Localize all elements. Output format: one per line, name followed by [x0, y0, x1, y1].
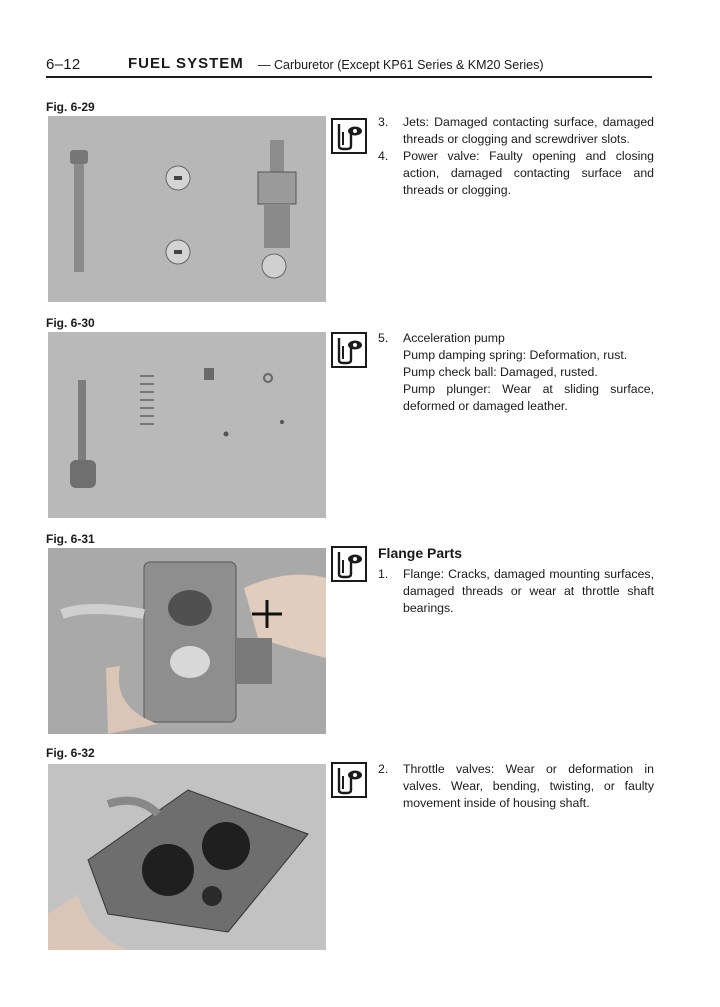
figure-label: Fig. 6-31: [46, 532, 95, 546]
item-number: 5.: [378, 331, 389, 345]
figure-label: Fig. 6-32: [46, 746, 95, 760]
list-item-throttle-valves: [378, 761, 654, 812]
figure-photo-throttle-valves: [48, 764, 326, 950]
item-text: Throttle valves: Wear or deformation in valves. Wear, bending, twisting, or faulty movement inside of housing shaft.: [403, 762, 654, 810]
page-number: 6–12: [46, 56, 81, 73]
inspect-icon: [331, 762, 367, 798]
inspect-icon: [331, 332, 367, 368]
item-text: Jets: Damaged contacting surface, damaged threads or clogging and screwdriver slots.: [403, 115, 654, 146]
item-text: Flange: Cracks, damaged mounting surfaces, damaged threads or wear at throttle shaft bearings.: [403, 567, 654, 615]
figure-label: Fig. 6-29: [46, 100, 95, 114]
item-number: 1.: [378, 567, 389, 581]
item-number: 2.: [378, 762, 389, 776]
list-item-power-valve: [378, 148, 654, 199]
item-detail: Pump check ball: Damaged, rusted.: [403, 365, 598, 379]
list-item-acceleration-pump: [378, 330, 654, 415]
figure-photo-jets: [48, 116, 326, 302]
list-item-jets: [378, 114, 654, 148]
section-title: FUEL SYSTEM: [128, 55, 244, 72]
item-title: Acceleration pump: [403, 331, 505, 345]
inspect-icon: [331, 546, 367, 582]
item-number: 4.: [378, 149, 389, 163]
item-detail: Pump plunger: Wear at sliding surface, deformed or damaged leather.: [403, 382, 654, 413]
item-detail: Pump damping spring: Deformation, rust.: [403, 348, 628, 362]
figure-photo-acceleration-pump: [48, 332, 326, 518]
list-item-flange: [378, 566, 654, 617]
figure-label: Fig. 6-30: [46, 316, 95, 330]
figure-photo-flange: [48, 548, 326, 734]
inspect-icon: [331, 118, 367, 154]
header-rule: [46, 76, 652, 78]
item-number: 3.: [378, 115, 389, 129]
item-text: Power valve: Faulty opening and closing action, damaged contacting surface and threads or clogging.: [403, 149, 654, 197]
section-heading-flange-parts: Flange Parts: [378, 545, 463, 561]
section-subtitle: — Carburetor (Except KP61 Series & KM20 Series): [258, 58, 544, 72]
